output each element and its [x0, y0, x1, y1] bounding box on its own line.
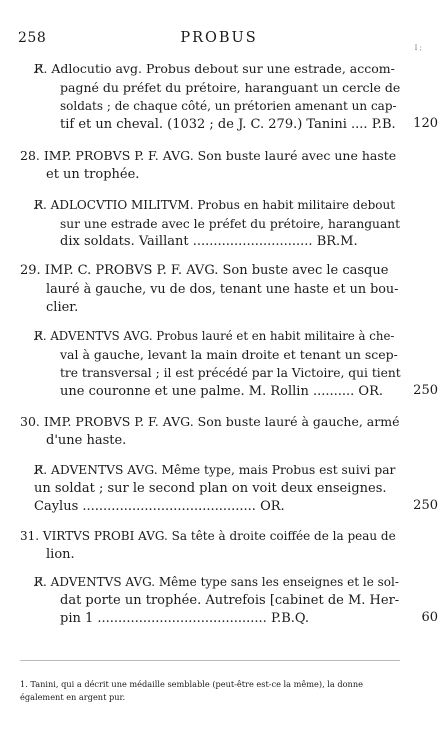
running-header: [18, 30, 420, 50]
entry-line: dat porte un trophée. Autrefois [cabinet de M. Her-: [60, 592, 400, 608]
entry-line: R̸. ADVENTVS AVG. Même type sans les enseignes et le sol-: [34, 575, 399, 589]
entry-line: R̸. ADVENTVS AVG. Même type, mais Probus est suivi par: [34, 463, 396, 477]
entry-reverse-adlocutio-militum: [34, 196, 400, 252]
entry-line: 30. IMP. PROBVS P. F. AVG. Son buste lauré à gauche, armé: [20, 414, 400, 429]
entry-line: Caylus .......................................... OR.: [34, 499, 285, 515]
entry-line: lion.: [46, 546, 75, 562]
entry-reverse-adventus-1: [34, 327, 400, 401]
entry-price: 120: [413, 116, 438, 131]
entry-line: soldats ; de chaque côté, un prétorien amenant un cap-: [60, 99, 397, 114]
entry-line: et un trophée.: [46, 166, 140, 182]
entry-line: R̸. Adlocutio avg. Probus debout sur une estrade, accom-: [34, 61, 395, 76]
entry-line: 28. IMP. PROBVS P. F. AVG. Son buste lauré avec une haste: [20, 148, 397, 163]
entry-reverse-adlocutio: [34, 60, 400, 134]
entry-price: 60: [421, 610, 438, 625]
entry-line: R̸. ADVENTVS AVG. Probus lauré et en habit militaire à che-: [34, 329, 395, 343]
entry-line: un soldat ; sur le second plan on voit deux enseignes.: [34, 480, 387, 496]
entry-line: val à gauche, levant la main droite et tenant un scep-: [60, 346, 398, 362]
entry-line: pin 1 ......................................... P.B.Q.: [60, 611, 310, 627]
entry-price: 250: [413, 498, 438, 513]
entry-line: d'une haste.: [46, 432, 127, 448]
footnote-rule: [20, 660, 400, 661]
entry-reverse-adventus-3: [34, 573, 400, 629]
entry-line: 29. IMP. C. PROBVS P. F. AVG. Son buste avec le casque: [20, 263, 389, 278]
footnote-line: 1. Tanini, qui a décrit une médaille semblable (peut-être est-ce la même), la donne: [20, 679, 363, 689]
entry-line: tif et un cheval. (1032 ; de J. C. 279.) Tanini .... P.B.: [60, 116, 396, 132]
entry-line: R̸. ADLOCVTIO MILITVM. Probus en habit militaire debout: [34, 198, 396, 212]
entry-obverse-28: [20, 147, 400, 184]
entry-obverse-29: [20, 262, 400, 318]
footnote-line: également en argent pur.: [20, 692, 126, 702]
entry-line: lauré à gauche, vu de dos, tenant une haste et un bou-: [46, 281, 399, 297]
entry-line: tre transversal ; il est précédé par la Victoire, qui tient: [60, 366, 401, 381]
entry-obverse-30: [20, 413, 400, 450]
entry-line: dix soldats. Vaillant ............................. BR.M.: [60, 234, 358, 250]
corner-mark: I ;: [414, 44, 422, 52]
footnote: [20, 678, 420, 704]
entry-line: une couronne et une palme. M. Rollin .......... OR.: [60, 383, 384, 399]
entry-line: sur une estrade avec le préfet du prétoire, haranguant: [60, 216, 401, 231]
entry-line: pagné du préfet du prétoire, haranguant un cercle de: [60, 79, 401, 95]
entry-reverse-adventus-2: [34, 461, 400, 517]
page-number: 258: [18, 30, 47, 46]
entry-line: 31. VIRTVS PROBI AVG. Sa tête à droite coiffée de la peau de: [20, 529, 396, 543]
entry-price: 250: [413, 383, 438, 398]
running-title: PROBUS: [180, 30, 258, 46]
entry-obverse-31: [20, 527, 400, 564]
entry-line: clier.: [46, 300, 79, 316]
